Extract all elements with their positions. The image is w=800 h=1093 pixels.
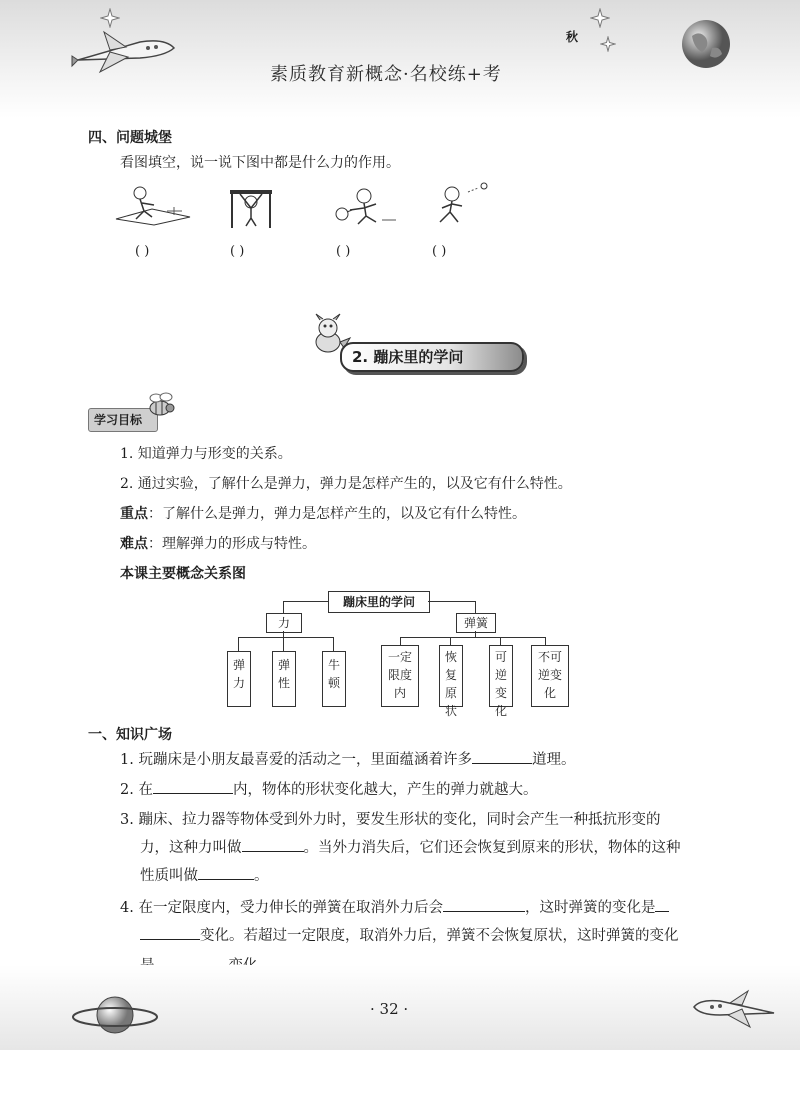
key-point-label: 重点 — [120, 506, 148, 522]
concept-elastic-force: 弹力 — [227, 651, 251, 707]
globe-icon — [680, 18, 732, 70]
season-label: 秋 — [566, 30, 579, 44]
concept-map-heading: 本课主要概念关系图 — [120, 566, 246, 582]
star-icon — [100, 8, 120, 28]
concept-force: 力 — [266, 613, 302, 633]
connector — [238, 637, 334, 638]
answer-slot[interactable]: ( ) — [336, 244, 351, 259]
question-3-line2: 力，这种力叫做 。当外力消失后，它们还会恢复到原来的形状，物体的这种 — [140, 836, 681, 857]
answer-slot[interactable]: ( ) — [135, 244, 150, 259]
learning-goals-label: 学习目标 — [94, 413, 143, 427]
goal-item: 1. 知道弹力与形变的关系。 — [120, 446, 292, 462]
answer-blank[interactable] — [242, 837, 304, 852]
answer-blank[interactable] — [140, 925, 200, 940]
answer-slot[interactable]: ( ) — [230, 244, 245, 259]
concept-spring: 弹簧 — [456, 613, 496, 633]
kicking-ball-picture — [424, 180, 494, 226]
connector — [545, 637, 546, 645]
question-2: 2. 在 内，物体的形状变化越大，产生的弹力就越大。 — [120, 778, 537, 799]
bee-icon — [142, 390, 176, 418]
difficult-point — [120, 533, 316, 553]
connector — [283, 601, 328, 602]
question-1: 1. 玩蹦床是小朋友最喜爱的活动之一，里面蕴涵着许多 道理。 — [120, 748, 575, 769]
concept-root: 蹦床里的学问 — [328, 591, 430, 613]
section-four-instruction: 看图填空，说一说下图中都是什么力的作用。 — [120, 155, 400, 171]
connector — [475, 601, 476, 613]
concept-restore-shape: 恢复原状 — [439, 645, 463, 707]
connector — [238, 637, 239, 651]
connector — [450, 637, 451, 645]
connector — [333, 637, 334, 651]
planet-ring-icon — [70, 990, 160, 1040]
difficult-point-label: 难点 — [120, 536, 148, 552]
book-title: 素质教育新概念·名校练+考 — [270, 64, 502, 85]
question-4-line2: 变化。若超过一定限度，取消外力后，弹簧不会恢复原状，这时弹簧的变化 — [140, 924, 679, 945]
concept-within-limit: 一定限度内 — [381, 645, 419, 707]
difficult-point-text: ：理解弹力的形成与特性。 — [148, 536, 316, 552]
connector — [400, 637, 545, 638]
lesson-title: 2. 蹦床里的学问 — [352, 348, 464, 366]
section-one-heading: 一、知识广场 — [88, 727, 172, 743]
question-3-line3: 性质叫做 。 — [140, 864, 269, 885]
goal-item: 2. 通过实验，了解什么是弹力，弹力是怎样产生的，以及它有什么特性。 — [120, 476, 572, 492]
concept-elasticity: 弹性 — [272, 651, 296, 707]
key-point — [120, 503, 526, 523]
star-icon — [590, 8, 610, 28]
connector — [283, 601, 284, 613]
concept-irreversible-change: 不可逆变化 — [531, 645, 569, 707]
connector — [400, 637, 401, 645]
connector — [428, 601, 475, 602]
star-icon — [600, 36, 616, 52]
answer-blank[interactable] — [443, 897, 525, 912]
answer-blank[interactable] — [198, 865, 254, 880]
connector — [283, 637, 284, 651]
question-4: 4. 在一定限度内，受力伸长的弹簧在取消外力后会 ，这时弹簧的变化是 — [120, 896, 669, 917]
section-four-heading: 四、问题城堡 — [88, 130, 172, 146]
page-number: · 32 · — [370, 1000, 409, 1018]
answer-slot[interactable]: ( ) — [432, 244, 447, 259]
space-shuttle-icon — [70, 20, 180, 80]
connector — [500, 637, 501, 645]
answer-blank[interactable] — [655, 897, 669, 912]
space-shuttle-icon — [690, 985, 780, 1035]
badminton-picture — [330, 184, 400, 228]
pulling-bar-picture — [226, 186, 276, 230]
answer-blank[interactable] — [472, 749, 532, 764]
concept-newton: 牛顿 — [322, 651, 346, 707]
answer-blank[interactable] — [153, 779, 233, 794]
question-3: 3. 蹦床、拉力器等物体受到外力时，要发生形状的变化，同时会产生一种抵抗形变的 — [120, 812, 661, 828]
pushing-box-picture — [112, 183, 192, 227]
key-point-text: ：了解什么是弹力，弹力是怎样产生的，以及它有什么特性。 — [148, 506, 526, 522]
concept-reversible-change: 可逆变化 — [489, 645, 513, 707]
